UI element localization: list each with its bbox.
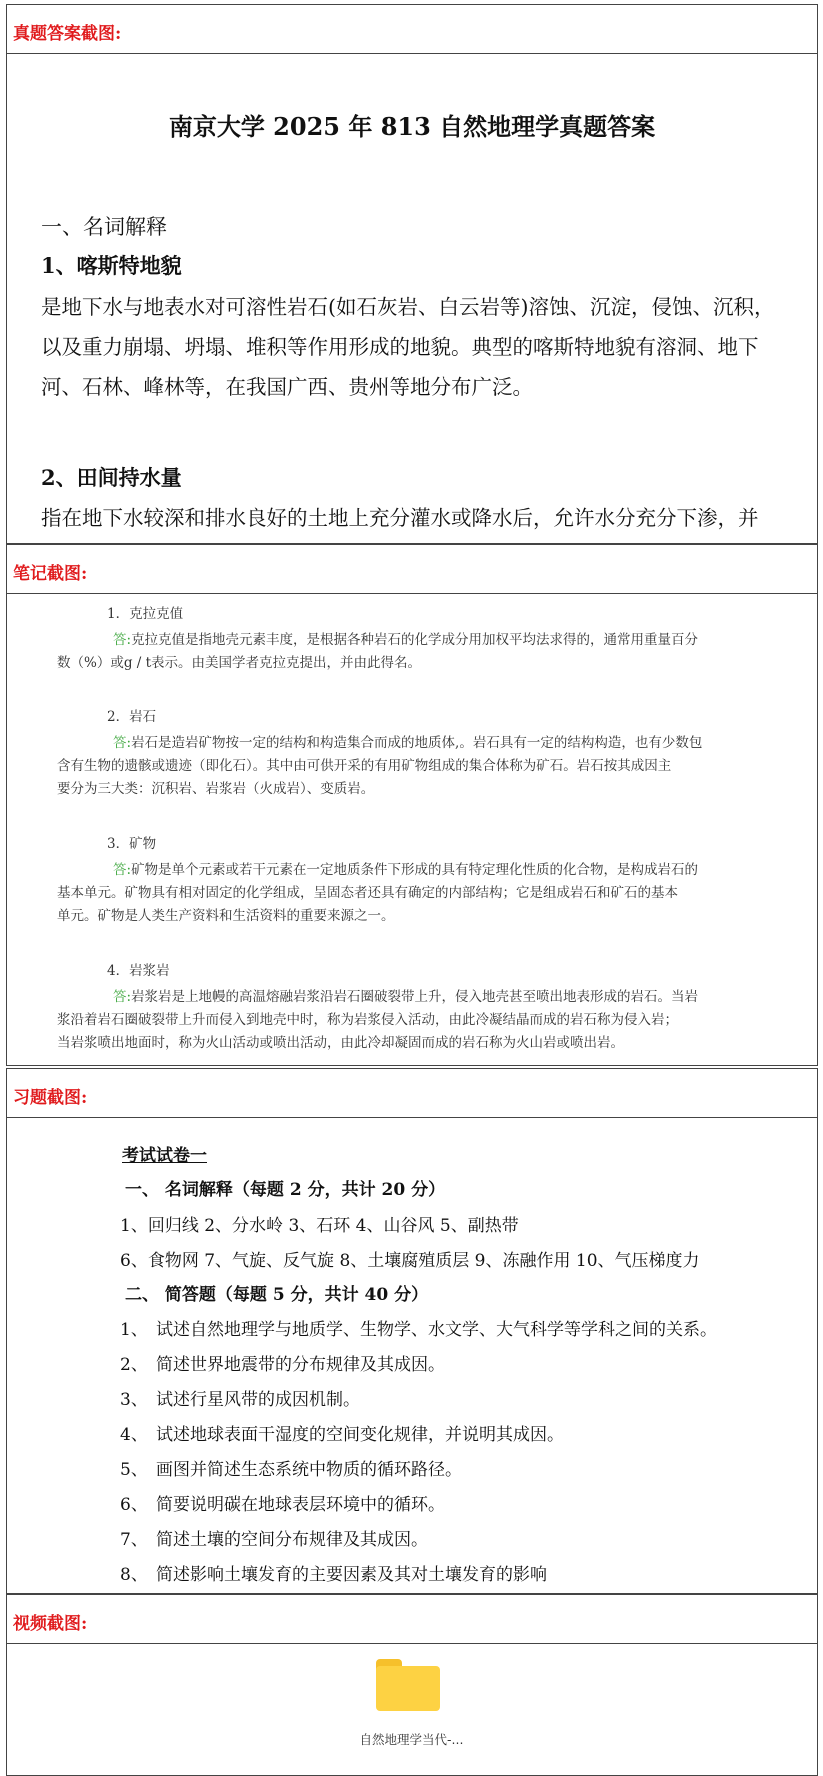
question-text: 简要说明碳在地球表层环境中的循环。 — [156, 1495, 445, 1515]
text-line: 含有生物的遗骸或遗迹（即化石）。其中由可供开采的有用矿物组成的集合体称为矿石。岩石按其成因主 — [57, 758, 672, 774]
text-fragment: 克拉克值是指地壳元素丰度，是根据各种岩石的化学成分用加权平均法求得的，通常用重量百分 — [131, 632, 699, 648]
answer-label: 答: — [113, 862, 132, 878]
question-number: 6、 — [120, 1495, 148, 1515]
question-item — [120, 1350, 445, 1375]
text-line: 当岩浆喷出地面时，称为火山活动或喷出活动，由此冷却凝固而成的岩石称为火山岩或喷出岩。 — [57, 1035, 624, 1051]
answer-label: 答: — [113, 989, 132, 1005]
term-list-line: 6、食物网 7、气旋、反气旋 8、土壤腐殖质层 9、冻融作用 10、气压梯度力 — [120, 1251, 700, 1271]
term-definition — [41, 498, 789, 538]
section-header — [7, 1595, 817, 1644]
question-number: 3、 — [120, 1390, 148, 1410]
part-heading: 一、名词解释 — [41, 215, 167, 239]
document-title: 南京大学 2025 年 813 自然地理学真题答案 — [168, 112, 656, 141]
section-header-label: 真题答案截图: — [13, 24, 122, 44]
folder-label[interactable]: 自然地理学当代-... — [359, 1732, 464, 1747]
term-title: 2、田间持水量 — [41, 465, 182, 490]
text-line: 浆沿着岩石圈破裂带上升而侵入到地壳中时，称为岩浆侵入活动，由此冷凝结晶而成的岩石称为侵入岩； — [57, 1012, 678, 1028]
text-fragment: 矿物是单个元素或若干元素在一定地质条件下形成的具有特定理化性质的化合物，是构成岩石的 — [131, 862, 699, 878]
answer-label: 答: — [113, 735, 132, 751]
question-item — [120, 1490, 445, 1515]
question-text: 试述地球表面干湿度的空间变化规律，并说明其成因。 — [156, 1425, 564, 1445]
text-line — [85, 629, 761, 652]
section-header — [7, 1069, 817, 1118]
text-line: 指在地下水较深和排水良好的土地上充分灌水或降水后，允许水分充分下渗，并 — [41, 506, 759, 530]
part-heading: 一、 名词解释（每题 2 分，共计 20 分） — [125, 1180, 446, 1200]
question-number: 1、 — [120, 1320, 148, 1340]
text-line: 是地下水与地表水对可溶性岩石(如石灰岩、白云岩等)溶蚀、沉淀，侵蚀、沉积， — [41, 295, 775, 319]
note-item-body — [57, 986, 761, 1055]
question-item — [120, 1560, 547, 1585]
section-header-label: 笔记截图: — [13, 564, 88, 584]
question-item — [120, 1525, 428, 1550]
question-number: 2、 — [120, 1355, 148, 1375]
text-line — [85, 859, 761, 882]
term-list-line: 1、回归线 2、分水岭 3、石环 4、山谷风 5、副热带 — [120, 1216, 519, 1236]
note-item-title: 2．岩石 — [107, 709, 157, 725]
text-fragment: 岩浆岩是上地幔的高温熔融岩浆沿岩石圈破裂带上升，侵入地壳甚至喷出地表形成的岩石。当岩 — [131, 989, 699, 1005]
text-line: 数（%）或g / t表示。由美国学者克拉克提出，并由此得名。 — [57, 655, 422, 671]
question-text: 试述自然地理学与地质学、生物学、水文学、大气科学等学科之间的关系。 — [156, 1320, 717, 1340]
text-line — [85, 986, 761, 1009]
section-header — [7, 545, 817, 594]
question-item — [120, 1315, 717, 1340]
question-number: 4、 — [120, 1425, 148, 1445]
question-text: 简述世界地震带的分布规律及其成因。 — [156, 1355, 445, 1375]
note-item-title: 3．矿物 — [107, 836, 157, 852]
question-number: 5、 — [120, 1460, 148, 1480]
folder-icon-body — [376, 1666, 440, 1711]
question-item — [120, 1420, 564, 1445]
question-text: 简述土壤的空间分布规律及其成因。 — [156, 1530, 428, 1550]
part-heading: 二、 简答题（每题 5 分，共计 40 分） — [125, 1285, 429, 1305]
text-line: 河、石林、峰林等，在我国广西、贵州等地分布广泛。 — [41, 375, 533, 399]
note-item-title: 4．岩浆岩 — [107, 963, 170, 979]
question-number: 8、 — [120, 1565, 148, 1585]
text-fragment: 岩石是造岩矿物按一定的结构和构造集合而成的地质体,。岩石具有一定的结构构造，也有少数包 — [131, 735, 703, 751]
text-line: 要分为三大类：沉积岩、岩浆岩（火成岩）、变质岩。 — [57, 781, 375, 797]
term-title: 1、喀斯特地貌 — [41, 253, 182, 278]
exam-answer-section — [6, 4, 818, 544]
note-item-body — [57, 859, 761, 928]
question-text: 画图并简述生态系统中物质的循环路径。 — [156, 1460, 462, 1480]
section-header — [7, 5, 817, 54]
question-text: 简述影响土壤发育的主要因素及其对土壤发育的影响 — [156, 1565, 547, 1585]
question-number: 7、 — [120, 1530, 148, 1550]
section-header-label: 习题截图: — [13, 1088, 88, 1108]
text-line: 单元。矿物是人类生产资料和生活资料的重要来源之一。 — [57, 908, 395, 924]
section-header-label: 视频截图: — [13, 1614, 88, 1634]
answer-label: 答: — [113, 632, 132, 648]
paper-title: 考试试卷一 — [122, 1146, 207, 1166]
note-item-body — [57, 629, 761, 675]
exercise-section — [6, 1068, 818, 1594]
text-line: 基本单元。矿物具有相对固定的化学组成，呈固态者还具有确定的内部结构；它是组成岩石和矿石的基本 — [57, 885, 678, 901]
note-item-body — [57, 732, 761, 801]
folder-icon[interactable] — [376, 1659, 440, 1711]
term-definition — [41, 287, 789, 407]
text-line: 以及重力崩塌、坍塌、堆积等作用形成的地貌。典型的喀斯特地貌有溶洞、地下 — [41, 335, 759, 359]
question-item — [120, 1455, 462, 1480]
text-line — [85, 732, 761, 755]
question-item — [120, 1385, 360, 1410]
question-text: 试述行星风带的成因机制。 — [156, 1390, 360, 1410]
notes-section — [6, 544, 818, 1066]
note-item-title: 1．克拉克值 — [107, 606, 184, 622]
